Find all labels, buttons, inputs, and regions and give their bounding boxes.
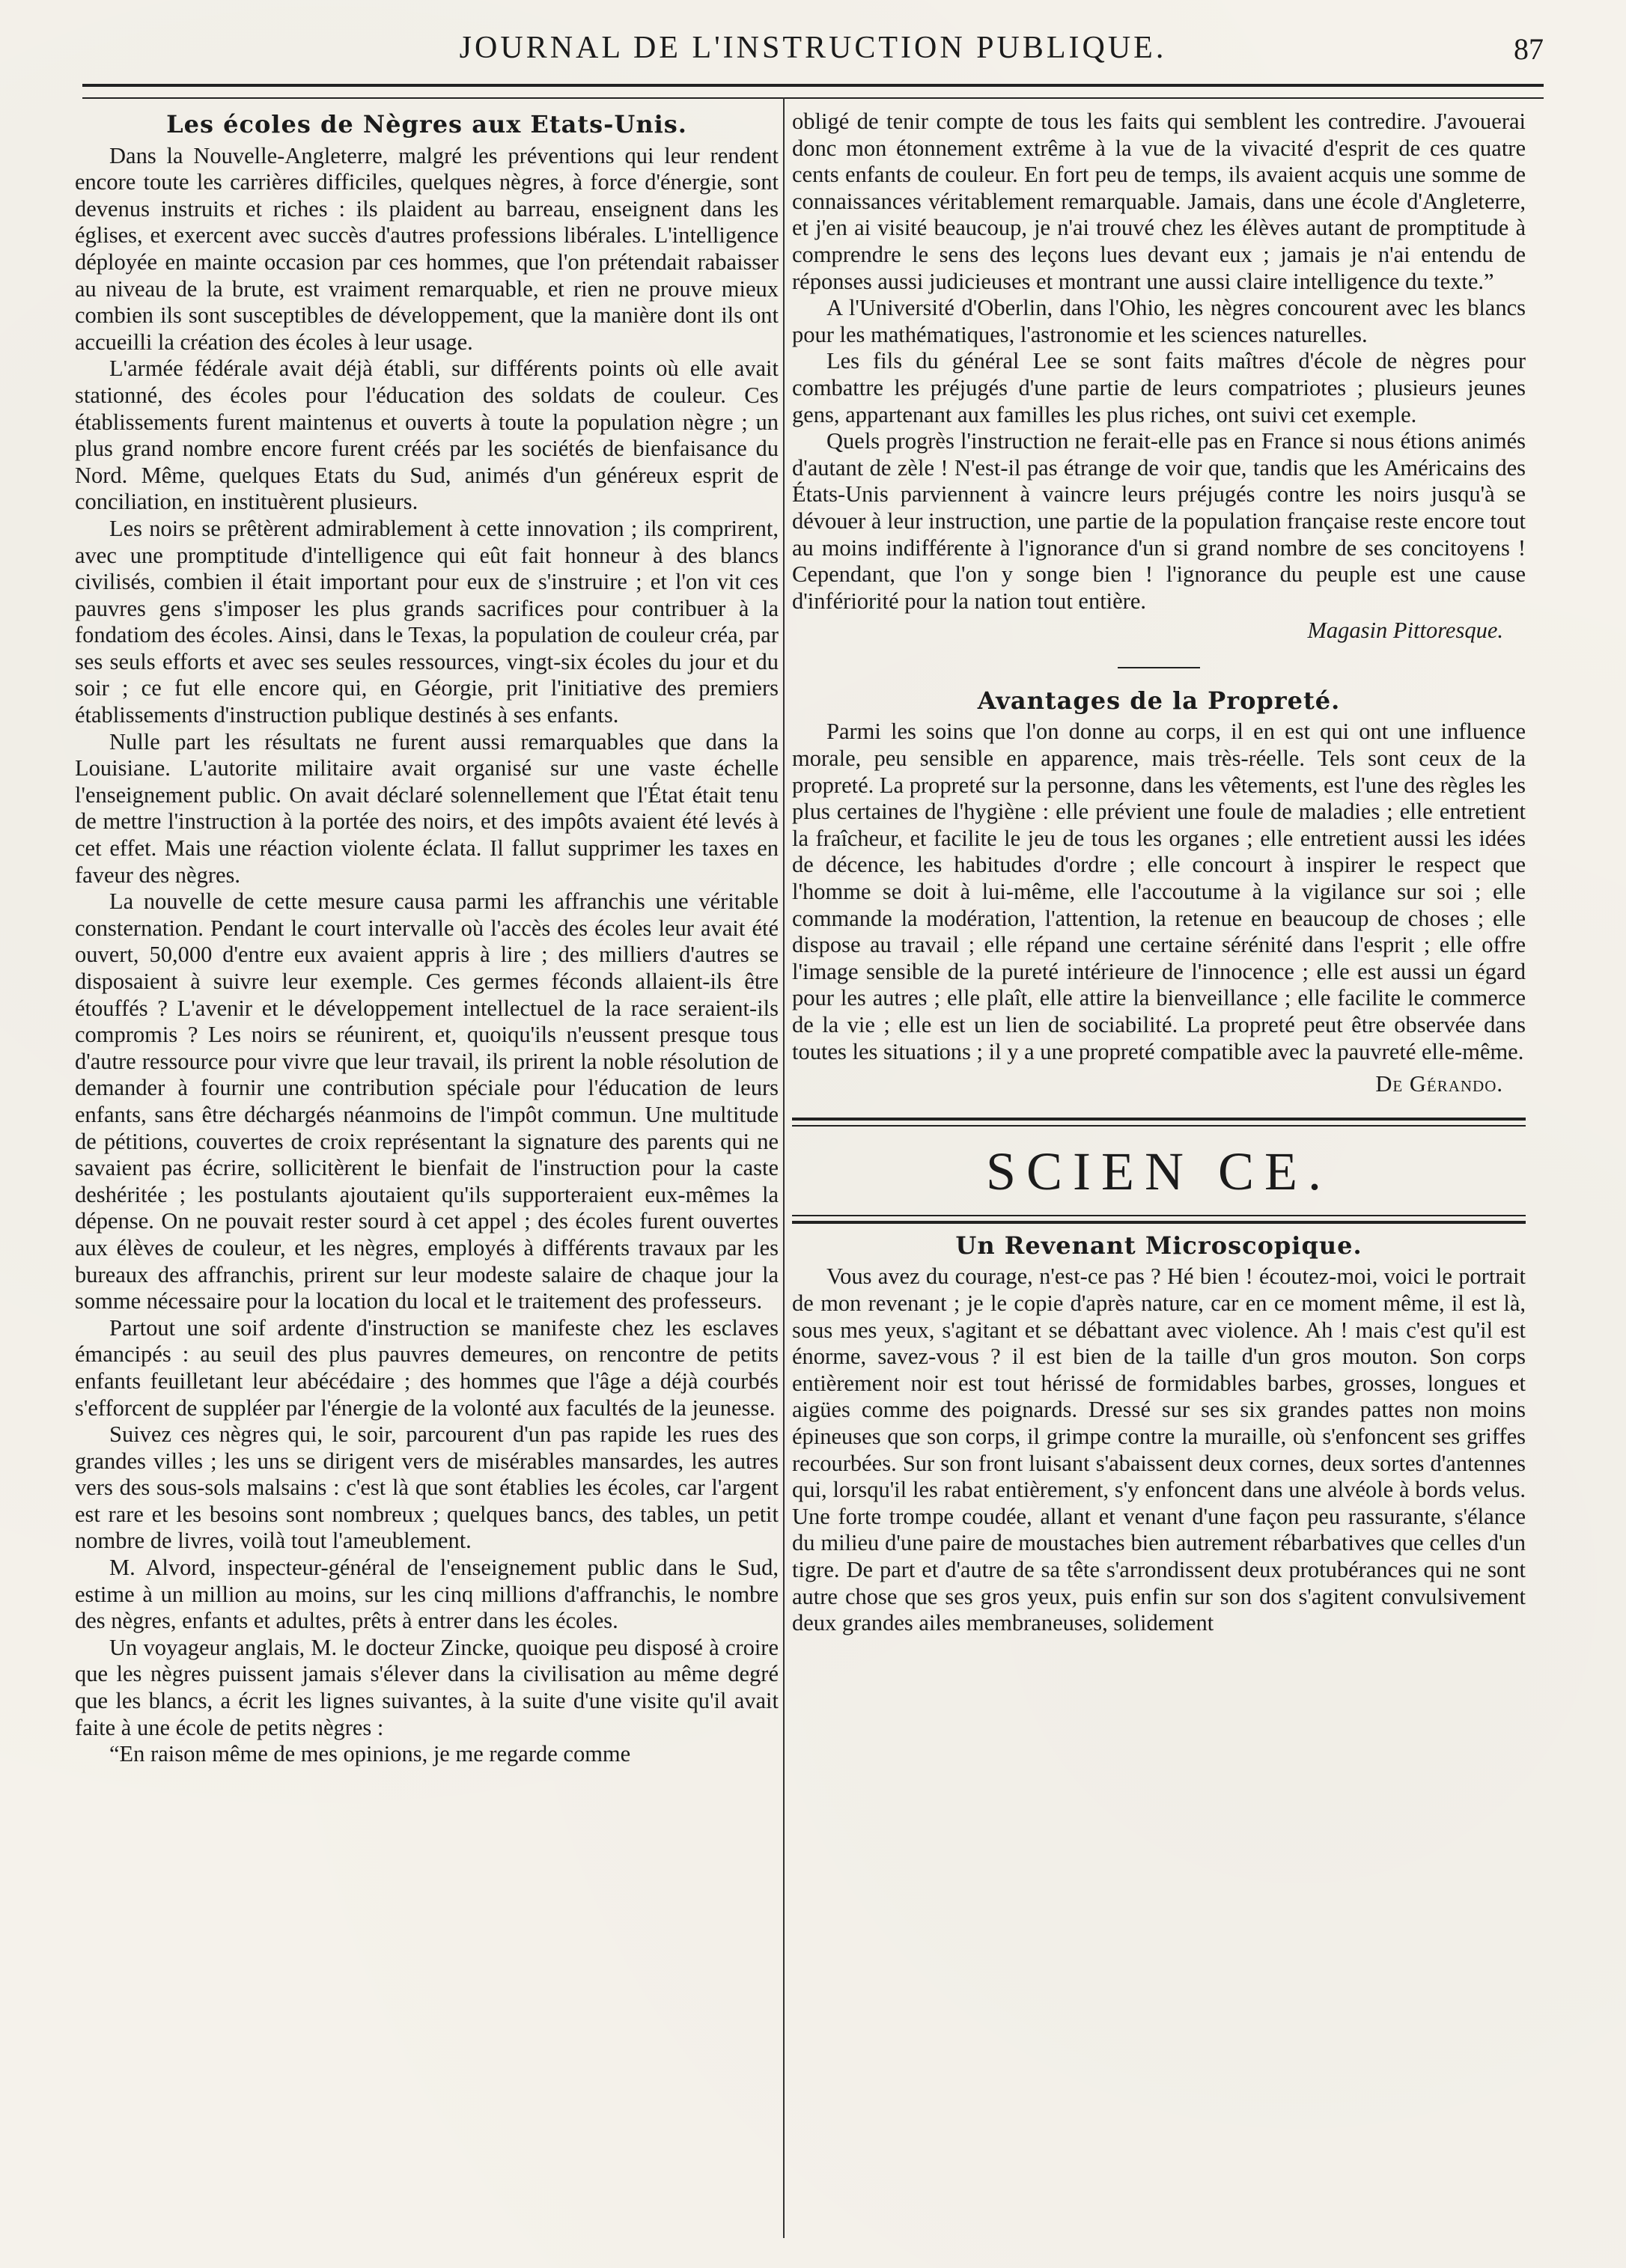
article-paragraph: M. Alvord, inspecteur-général de l'enseignement public dans le Sud, estime à un million au moins, sur les cinq millions d'affranchis, le nombre des nègres, enfants et adultes, prêts à entrer dans les écoles. [75, 1555, 779, 1634]
article-paragraph: Les fils du général Lee se sont faits maîtres d'école de nègres pour combattre les préjugés d'une partie de leurs compatriotes ; plusieurs jeunes gens, appartenant aux familles les plus riches, ont suivi cet exemple. [792, 348, 1526, 427]
article-signature: De Gérando. [1375, 1071, 1503, 1097]
article-paragraph: Nulle part les résultats ne furent aussi remarquables que dans la Louisiane. L'autorite militaire avait organisé sur une vaste échelle l'enseignement public. On avait déclaré solennellement que l'État était tenu de mettre l'instruction à la portée des noirs, et des impôts avaient été levés à cet effet. Mais une réaction violente éclata. Il fallut supprimer les taxes en faveur des nègres. [75, 728, 779, 888]
right-column [792, 109, 1526, 2238]
page-number: 87 [1514, 32, 1544, 66]
section-title: SCIEN CE. [985, 1141, 1333, 1201]
column-divider [783, 97, 785, 2238]
science-section-header [792, 1118, 1526, 1224]
article-paragraph: L'armée fédérale avait déjà établi, sur différents points où elle avait stationné, des écoles pour l'éducation des soldats de couleur. Ces établissements furent maintenus et ouverts à toute la population nègre ; un plus grand nombre encore furent créés par les sociétés de bienfaisance du Nord. Même, quelques Etats du Sud, animés d'un généreux esprit de conciliation, en instituèrent plusieurs. [75, 356, 779, 515]
article-paragraph: Parmi les soins que l'on donne au corps, il en est qui ont une influence morale, peu sensible en apparence, mais très-réelle. Tels sont ceux de la propreté. La propreté sur la personne, dans les vêtements, est l'une des règles les plus certaines de l'hygiène : elle prévient une foule de maladies ; elle entretient la fraîcheur, et facilite le jeu de tous les organes ; elle entretient aussi les idées de décence, les habitudes d'ordre ; elle concourt à inspirer le respect que l'homme se doit à lui-même, elle l'accoutume à la vigilance sur soi ; elle commande la modération, l'attention, la retenue en beaucoup de choses ; elle dispose au travail ; elle répand une certaine sérénité dans l'esprit ; elle offre l'image sensible de la pureté intérieure de l'innocence ; elle est aussi un égard pour les autres ; elle plaît, elle attire la bienveillance ; elle facilite le commerce de la vie ; elle est un lien de sociabilité. La propreté peut être observée dans toutes les situations ; il y a une propreté compatible avec la pauvreté elle-même. [792, 719, 1526, 1064]
article-paragraph: Suivez ces nègres qui, le soir, parcourent d'un pas rapide les rues des grandes villes ; les uns se dirigent vers de misérables mansardes, les autres vers des sous-sols malsains : c'est là que sont établies les écoles, car l'argent est rare et les besoins sont nombreux ; quelques bancs, des tables, un petit nombre de livres, voilà tout l'ameublement. [75, 1421, 779, 1554]
header-rule [82, 84, 1544, 99]
article-paragraph: Un voyageur anglais, M. le docteur Zincke, quoique peu disposé à croire que les nègres puissent jamais s'élever dans la civilisation au même degré que les blancs, a écrit les lignes suivantes, à la suite d'une visite qu'il avait faite à une école de petits nègres : [75, 1634, 779, 1740]
article-paragraph: obligé de tenir compte de tous les faits qui semblent les contredire. J'avouerai donc mon étonnement extrême à la vue de la vivacité d'esprit de ces quatre cents enfants de couleur. En fort peu de temps, ils avaient acquis une somme de connaissances véritablement remarquable. Jamais, dans une école d'Angleterre, et j'en ai visité beaucoup, je n'ai trouvé chez les élèves autant de promptitude à comprendre le sens des leçons lues devant eux ; jamais je n'ai entendu de réponses aussi judicieuses et montrant une aussi claire intelligence du texte.” [792, 109, 1526, 294]
article-paragraph: Quels progrès l'instruction ne ferait-elle pas en France si nous étions animés d'autant de zèle ! N'est-il pas étrange de voir que, tandis que les Américains des États-Unis parviennent à vaincre leurs préjugés contre les noirs jusqu'à se dévouer à leur instruction, une partie de la population française reste encore tout au moins indifférente à l'ignorance d'un si grand nombre de ses concitoyens ! Cependant, que l'on y songe bien ! l'ignorance du peuple est une cause d'infériorité pour la nation tout entière. [792, 428, 1526, 614]
separator-rule [1118, 667, 1200, 668]
article-paragraph: La nouvelle de cette mesure causa parmi les affranchis une véritable consternation. Pendant le court intervalle où l'accès des écoles leur avait été ouvert, 50,000 d'entre eux avaient appris à lire ; des milliers d'autres se disposaient à suivre leur exemple. Ces germes féconds allaient-ils être étouffés ? L'avenir et le développement intellectuel de la race seraient-ils compromis ? Les noirs se réunirent, et, quoiqu'ils n'eussent presque tous d'autre ressource pour vivre que leur travail, ils prirent la noble résolution de demander à fournir une contribution spéciale pour l'éducation de leurs enfants, sans être déchargés néanmoins de l'impôt commun. Une multitude de pétitions, couvertes de croix représentant la signature des parents qui ne savaient pas écrire, sollicitèrent le bienfait de l'instruction pour la caste deshéritée ; les postulants ajoutaient qu'ils supporteraient eux-mêmes la dépense. On ne pouvait rester sourd à cet appel ; des écoles furent ouvertes aux élèves de couleur, et les nègres, employés à différents travaux par les bureaux des affranchis, prirent sur leur modeste salaire de chaque jour la somme nécessaire pour la location du local et le traitement des professeurs. [75, 888, 779, 1314]
article-title-proprete: Avantages de la Propreté. [977, 686, 1341, 715]
section-rule [792, 1118, 1526, 1127]
page-header [82, 30, 1544, 82]
article-paragraph: A l'Université d'Oberlin, dans l'Ohio, les nègres concourent avec les blancs pour les mathématiques, l'astronomie et les sciences naturelles. [792, 295, 1526, 347]
article-paragraph: Partout une soif ardente d'instruction se manifeste chez les esclaves émancipés : au seuil des plus pauvres demeures, on rencontre de petits enfants feuilletant leur abécédaire ; des hommes que l'âge a déjà courbés s'efforcent de suppléer par l'énergie de la volonté aux facultés de la jeunesse. [75, 1314, 779, 1421]
left-column [75, 109, 779, 2238]
journal-title: JOURNAL DE L'INSTRUCTION PUBLIQUE. [459, 31, 1167, 65]
article-paragraph: “En raison même de mes opinions, je me regarde comme [109, 1741, 631, 1767]
section-rule [792, 1215, 1526, 1224]
article-paragraph: Vous avez du courage, n'est-ce pas ? Hé bien ! écoutez-moi, voici le portrait de mon revenant ; je le copie d'après nature, car en ce moment même, il est là, sous mes yeux, s'agitant et se débattant avec violence. Ah ! mais c'est qu'il est énorme, savez-vous ? il est bien de la taille d'un gros mouton. Son corps entièrement noir est tout hérissé de formidables barbes, grosses, longues et aigües comme des poignards. Dressé sur ses six grandes pattes non moins épineuses que son corps, il grimpe contre la muraille, où s'enfoncent ses griffes recourbées. Sur son front luisant s'abaissent deux cornes, deux sortes d'antennes qui, lorsqu'il les rabat entièrement, s'y enfoncent dans une alvéole à bords velus. Une forte trompe coudée, allant et venant d'une façon peu rassurante, s'élance du milieu d'une paire de moustaches bien autrement rébarbatives que celles d'un tigre. De part et d'autre de sa tête s'arrondissent deux protubérances qui ne sont autre chose que ses gros yeux, puis enfin sur son dos s'agitent convulsivement deux grandes ailes membraneuses, solidement [792, 1263, 1526, 1636]
article-title-ecoles: Les écoles de Nègres aux Etats-Unis. [166, 110, 687, 138]
article-title-revenant: Un Revenant Microscopique. [955, 1231, 1362, 1260]
article-paragraph: Les noirs se prêtèrent admirablement à cette innovation ; ils comprirent, avec une promptitude d'intelligence qui eût fait honneur à des blancs civilisés, combien il était important pour eux de s'instruire ; et l'on vit ces pauvres gens s'imposer les plus grands sacrifices pour contribuer à la fondatiom des écoles. Ainsi, dans le Texas, la population de couleur créa, par ses seuls efforts et avec ses seules ressources, vingt-six écoles du jour et du soir ; ce fut elle encore qui, en Géorgie, prit l'initiative des premiers établissements d'instruction publique destinés à ses enfants. [75, 515, 779, 728]
article-paragraph: Dans la Nouvelle-Angleterre, malgré les préventions qui leur rendent encore toute les carrières difficiles, quelques nègres, à force d'énergie, sont devenus instruits et riches : ils plaident au barreau, enseignent dans les églises, et exercent avec succès d'autres professions libérales. L'intelligence déployée en mainte occasion par ces hommes, que l'on prétendait rabaisser au niveau de la brute, est vraiment remarquable, et rien ne prouve mieux combien ils sont susceptibles de développement, que la manière dont ils ont accueilli la création des écoles à leur usage. [75, 142, 779, 355]
article-signature: Magasin Pittoresque. [1307, 618, 1503, 644]
